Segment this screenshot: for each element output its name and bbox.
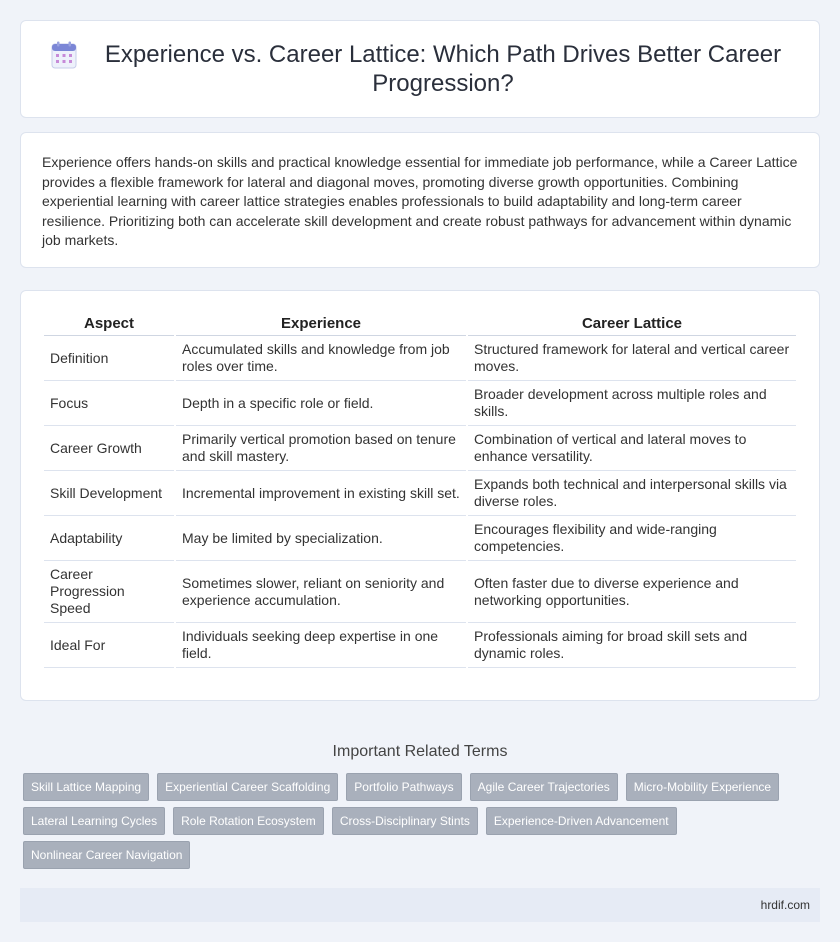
table-cell-career-lattice: Encourages flexibility and wide-ranging competencies. [468, 516, 796, 561]
comparison-table [42, 311, 798, 668]
intro-paragraph: Experience offers hands-on skills and practical knowledge essential for immediate job performance, while a Career Lattice provides a flexible framework for lateral and diagonal moves, promoting diverse growth opportunities. Combining experiential learning with career lattice strategies enables professionals to build adaptability and long-term career resilience. Prioritizing both can accelerate skill development and create robust pathways for advancement within dynamic job markets. [42, 154, 798, 249]
table-cell-aspect: Focus [44, 381, 174, 426]
comparison-table-card [20, 290, 820, 701]
table-row [44, 623, 796, 668]
related-term-tag[interactable]: Micro-Mobility Experience [626, 773, 779, 801]
table-cell-aspect: Career Progression Speed [44, 561, 174, 623]
related-term-tag[interactable]: Experiential Career Scaffolding [157, 773, 338, 801]
footer-site-link[interactable]: hrdif.com [760, 898, 810, 912]
related-term-tag[interactable]: Portfolio Pathways [346, 773, 461, 801]
table-header-row [44, 311, 796, 336]
related-term-tag[interactable]: Skill Lattice Mapping [23, 773, 149, 801]
table-cell-career-lattice: Broader development across multiple roles and skills. [468, 381, 796, 426]
table-cell-aspect: Career Growth [44, 426, 174, 471]
intro-card [20, 132, 820, 268]
title-row [51, 40, 789, 98]
table-row [44, 561, 796, 623]
table-cell-experience: Sometimes slower, reliant on seniority and experience accumulation. [176, 561, 466, 623]
table-cell-career-lattice: Often faster due to diverse experience and networking opportunities. [468, 561, 796, 623]
page-title: Experience vs. Career Lattice: Which Path Drives Better Career Progression? [104, 41, 782, 97]
table-row [44, 336, 796, 381]
related-terms-section [0, 743, 840, 875]
table-cell-experience: Individuals seeking deep expertise in one field. [176, 623, 466, 668]
related-terms-title: Important Related Terms [332, 743, 508, 760]
table-cell-experience: Primarily vertical promotion based on tenure and skill mastery. [176, 426, 466, 471]
table-cell-aspect: Definition [44, 336, 174, 381]
footer [20, 888, 820, 922]
title-card [20, 20, 820, 118]
column-header-aspect: Aspect [44, 311, 174, 336]
table-row [44, 516, 796, 561]
related-terms-tags [0, 773, 840, 875]
table-cell-career-lattice: Structured framework for lateral and vertical career moves. [468, 336, 796, 381]
table-cell-experience: May be limited by specialization. [176, 516, 466, 561]
table-row [44, 426, 796, 471]
table-row [44, 381, 796, 426]
calendar-icon [51, 41, 77, 69]
table-cell-career-lattice: Combination of vertical and lateral moves to enhance versatility. [468, 426, 796, 471]
table-row [44, 471, 796, 516]
table-cell-aspect: Adaptability [44, 516, 174, 561]
table-cell-aspect: Ideal For [44, 623, 174, 668]
related-term-tag[interactable]: Lateral Learning Cycles [23, 807, 165, 835]
table-cell-career-lattice: Professionals aiming for broad skill sets and dynamic roles. [468, 623, 796, 668]
related-term-tag[interactable]: Cross-Disciplinary Stints [332, 807, 478, 835]
column-header-career-lattice: Career Lattice [468, 311, 796, 336]
table-cell-aspect: Skill Development [44, 471, 174, 516]
table-cell-experience: Accumulated skills and knowledge from job roles over time. [176, 336, 466, 381]
column-header-experience: Experience [176, 311, 466, 336]
table-cell-experience: Incremental improvement in existing skill set. [176, 471, 466, 516]
table-cell-career-lattice: Expands both technical and interpersonal skills via diverse roles. [468, 471, 796, 516]
related-term-tag[interactable]: Role Rotation Ecosystem [173, 807, 324, 835]
related-term-tag[interactable]: Experience-Driven Advancement [486, 807, 677, 835]
related-term-tag[interactable]: Nonlinear Career Navigation [23, 841, 190, 869]
table-cell-experience: Depth in a specific role or field. [176, 381, 466, 426]
related-term-tag[interactable]: Agile Career Trajectories [470, 773, 618, 801]
